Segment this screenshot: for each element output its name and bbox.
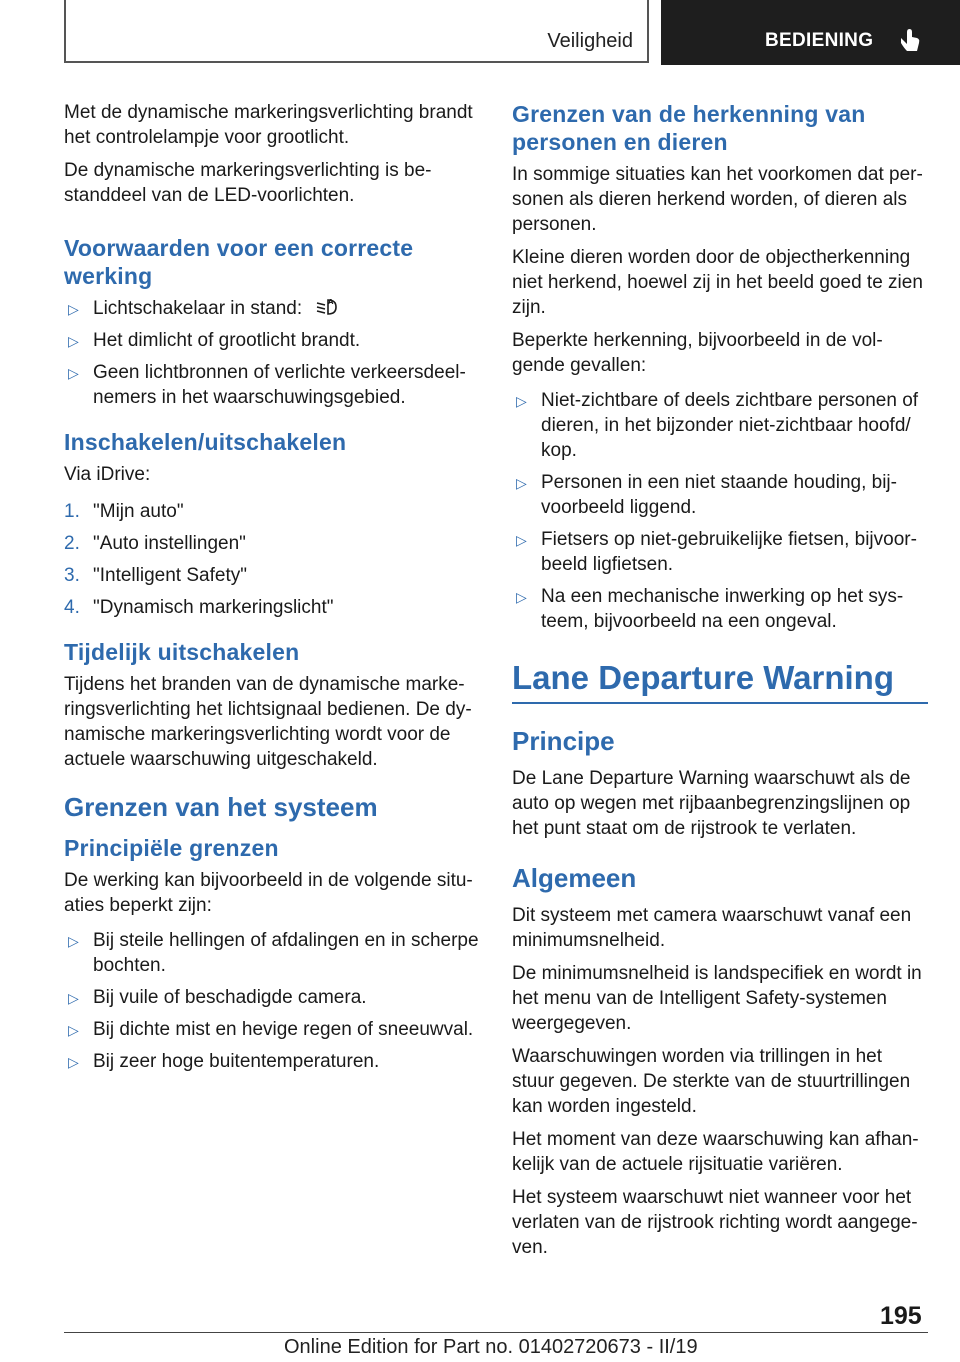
step-number: 3. <box>64 565 80 586</box>
section-title: BEDIENING <box>765 30 874 51</box>
paragraph: Beperkte herkenning, bijvoorbeeld in de vol-gende gevallen: <box>512 330 883 376</box>
paragraph: Kleine dieren worden door de objectherkenning niet herkend, hoewel zij in het beeld goed te zien zijn. <box>512 247 923 318</box>
list-item <box>64 928 482 978</box>
list-item-text: Het dimlicht of grootlicht brandt. <box>93 330 361 351</box>
heading-lane-departure-warning: Lane Departure Warning <box>512 658 928 704</box>
heading-general: Algemeen <box>512 863 637 893</box>
footer-divider <box>64 1332 928 1333</box>
paragraph: Het systeem waarschuwt niet wanneer voor het verlaten van de rijstrook richting wordt aangege-ven. <box>512 1187 918 1258</box>
triangle-bullet-icon: ▷ <box>516 393 527 409</box>
list-item-text: Geen lichtbronnen of verlichte verkeersdeel-nemers in het waarschuwingsgebied. <box>93 362 466 408</box>
chapter-title: Veiligheid <box>547 30 633 52</box>
triangle-bullet-icon: ▷ <box>516 532 527 548</box>
steps-list <box>64 499 482 620</box>
paragraph: Via iDrive: <box>64 464 151 485</box>
pointing-hand-icon <box>895 24 925 54</box>
list-item <box>64 563 482 588</box>
list-item-text: Bij steile hellingen of afdalingen en in scherpe bochten. <box>93 930 479 976</box>
heading-switch: Inschakelen/uitschakelen <box>64 429 347 455</box>
list-item-text: "Intelligent Safety" <box>93 565 247 586</box>
list-item-text: Niet-zichtbare of deels zichtbare personen of dieren, in het bijzonder niet-zichtbaar hoofd/ kop. <box>541 390 919 461</box>
list-item <box>64 328 482 353</box>
triangle-bullet-icon: ▷ <box>68 365 79 381</box>
right-column <box>512 100 928 1268</box>
page-header <box>64 0 960 64</box>
list-item <box>64 499 482 524</box>
page-number: 195 <box>880 1302 922 1330</box>
list-item <box>64 1017 482 1042</box>
list-item-text: Bij zeer hoge buitentemperaturen. <box>93 1051 380 1072</box>
heading-principal-limits: Principiële grenzen <box>64 835 279 861</box>
list-item <box>64 360 482 410</box>
triangle-bullet-icon: ▷ <box>68 301 79 317</box>
list-item-text: Fietsers op niet-gebruikelijke fietsen, bijvoor-beeld ligfietsen. <box>541 529 917 575</box>
list-item <box>64 985 482 1010</box>
list-item <box>64 1049 482 1074</box>
paragraph: Met de dynamische markeringsverlichting brandt het controlelampje voor grootlicht. <box>64 102 473 148</box>
list-item-text: Bij dichte mist en hevige regen of sneeuwval. <box>93 1019 474 1040</box>
paragraph: Dit systeem met camera waarschuwt vanaf een minimumsnelheid. <box>512 905 912 951</box>
paragraph: De minimumsnelheid is landspecifiek en wordt in het menu van de Intelligent Safety-systemen weergegeven. <box>512 963 922 1034</box>
left-column <box>64 100 482 1082</box>
list-item <box>512 584 928 634</box>
paragraph: Tijdens het branden van de dynamische marke-ringsverlichting het lichtsignaal bedienen. De dy-namische markeringsverlichting wordt voor de actuele waarschuwing uitgeschakeld. <box>64 674 472 770</box>
step-number: 4. <box>64 597 80 618</box>
step-number: 1. <box>64 501 80 522</box>
list-item <box>64 531 482 556</box>
paragraph: Het moment van deze waarschuwing kan afhan-kelijk van de actuele rijsituatie variëren. <box>512 1129 919 1175</box>
list-item <box>64 296 482 321</box>
list-item-text: Bij vuile of beschadigde camera. <box>93 987 367 1008</box>
heading-temporary: Tijdelijk uitschakelen <box>64 639 300 665</box>
chapter-tab <box>64 0 649 63</box>
svg-text:A: A <box>328 298 334 306</box>
list-item-text: "Mijn auto" <box>93 501 184 522</box>
list-item <box>512 388 928 463</box>
paragraph: Waarschuwingen worden via trillingen in het stuur gegeven. De sterkte van de stuurtrillingen kan worden ingesteld. <box>512 1046 911 1117</box>
triangle-bullet-icon: ▷ <box>68 333 79 349</box>
limits-list <box>64 928 482 1074</box>
triangle-bullet-icon: ▷ <box>68 990 79 1006</box>
list-item-text: "Auto instellingen" <box>93 533 246 554</box>
list-item-text: Lichtschakelaar in stand: <box>93 298 303 319</box>
heading-conditions: Voorwaarden voor een correcte werking <box>64 235 414 289</box>
triangle-bullet-icon: ▷ <box>68 1054 79 1070</box>
paragraph: In sommige situaties kan het voorkomen dat per-sonen als dieren herkend worden, of dieren als personen. <box>512 164 923 235</box>
list-item <box>512 470 928 520</box>
triangle-bullet-icon: ▷ <box>68 933 79 949</box>
list-item-text: Personen in een niet staande houding, bij-voorbeeld liggend. <box>541 472 897 518</box>
heading-limits: Grenzen van het systeem <box>64 792 378 822</box>
conditions-list <box>64 296 482 410</box>
list-item <box>64 595 482 620</box>
footer-edition: Online Edition for Part no. 01402720673 - II/19 <box>284 1336 698 1358</box>
list-item-text: "Dynamisch markeringslicht" <box>93 597 334 618</box>
triangle-bullet-icon: ▷ <box>68 1022 79 1038</box>
paragraph: De Lane Departure Warning waarschuwt als de auto op wegen met rijbaanbegrenzingslijnen op het punt staat om de rijstrook te verlaten. <box>512 768 911 839</box>
triangle-bullet-icon: ▷ <box>516 475 527 491</box>
paragraph: De werking kan bijvoorbeeld in de volgende situ-aties beperkt zijn: <box>64 870 473 916</box>
step-number: 2. <box>64 533 80 554</box>
section-tab <box>661 0 960 65</box>
list-item-text: Na een mechanische inwerking op het sys-teem, bijvoorbeeld na een ongeval. <box>541 586 904 632</box>
list-item <box>512 527 928 577</box>
heading-principle: Principe <box>512 726 615 756</box>
cases-list <box>512 388 928 634</box>
automatic-headlight-icon <box>315 296 339 318</box>
triangle-bullet-icon: ▷ <box>516 589 527 605</box>
heading-detection-limits: Grenzen van de herkenning van personen en dieren <box>512 101 866 155</box>
paragraph: De dynamische markeringsverlichting is be-standdeel van de LED-voorlichten. <box>64 160 432 206</box>
